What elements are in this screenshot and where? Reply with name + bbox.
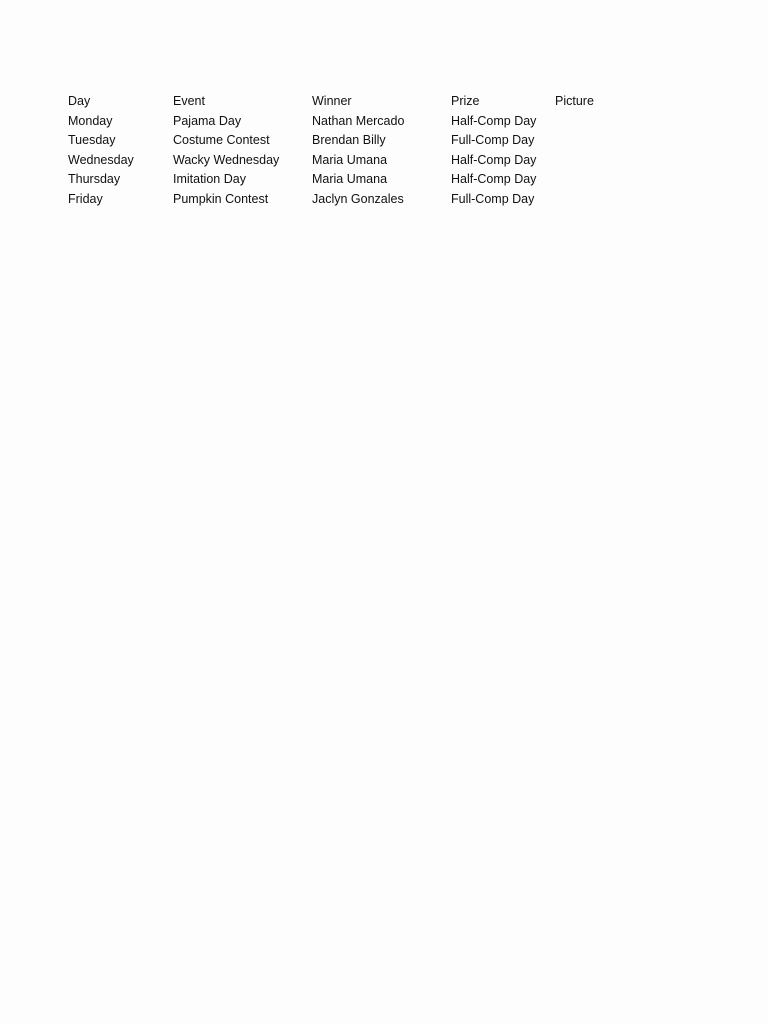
cell-winner: Maria Umana — [312, 172, 388, 186]
cell-event: Costume Contest — [173, 133, 270, 147]
cell-prize: Full-Comp Day — [451, 191, 535, 206]
cell-winner: Nathan Mercado — [312, 113, 405, 128]
cell-prize: Full-Comp Day — [451, 133, 535, 147]
table-row — [68, 112, 635, 132]
header-prize: Prize — [451, 94, 480, 108]
cell-day: Tuesday — [68, 133, 116, 147]
cell-prize: Half-Comp Day — [451, 113, 537, 128]
cell-prize: Half-Comp Day — [451, 172, 537, 186]
header-row — [68, 92, 635, 112]
cell-picture — [555, 170, 635, 190]
cell-event: Pumpkin Contest — [173, 191, 269, 206]
cell-winner: Brendan Billy — [312, 133, 386, 147]
table-row — [68, 170, 635, 190]
cell-picture — [555, 151, 635, 171]
cell-day: Friday — [68, 191, 103, 206]
table-row — [68, 151, 635, 171]
header-picture: Picture — [555, 94, 594, 108]
cell-day: Wednesday — [68, 152, 134, 167]
cell-winner: Jaclyn Gonzales — [312, 191, 404, 206]
cell-prize: Half-Comp Day — [451, 152, 537, 167]
cell-day: Monday — [68, 113, 113, 128]
table-row — [68, 131, 635, 151]
cell-picture — [555, 190, 635, 210]
header-day: Day — [68, 94, 91, 108]
cell-event: Pajama Day — [173, 113, 242, 128]
cell-event: Imitation Day — [173, 172, 246, 186]
header-winner: Winner — [312, 94, 352, 108]
cell-day: Thursday — [68, 172, 121, 186]
cell-event: Wacky Wednesday — [173, 152, 280, 167]
cell-picture — [555, 131, 635, 151]
cell-picture — [555, 112, 635, 132]
table-row — [68, 190, 635, 210]
events-table — [68, 92, 635, 209]
cell-winner: Maria Umana — [312, 152, 388, 167]
header-event: Event — [173, 94, 205, 108]
